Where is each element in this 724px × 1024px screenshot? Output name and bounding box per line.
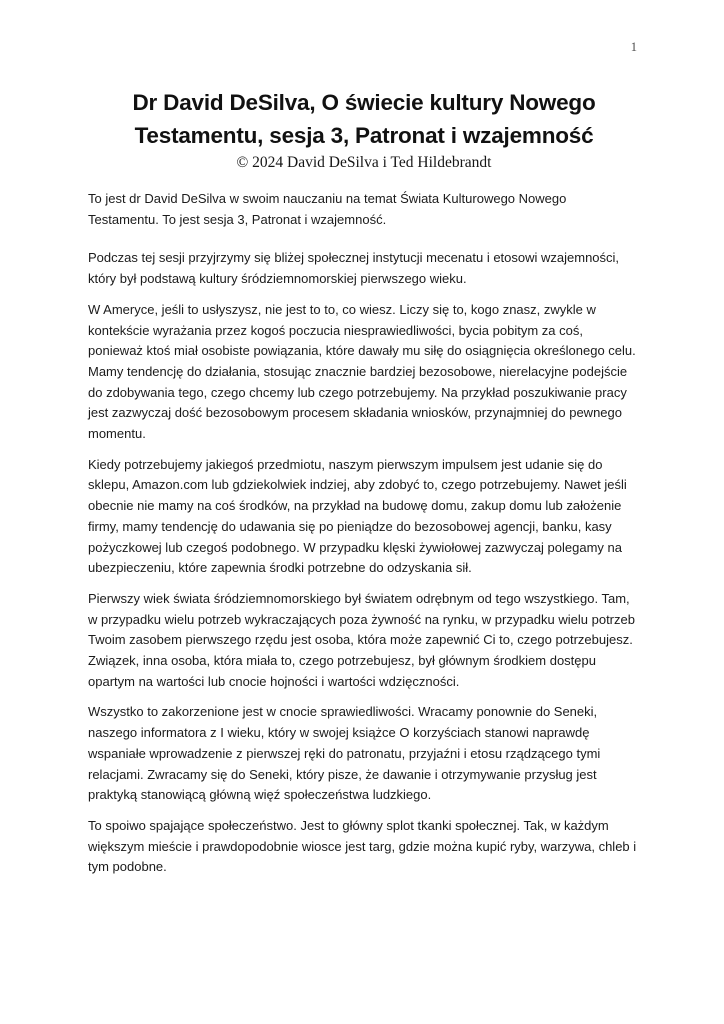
document-title (88, 86, 640, 152)
document-title-line-2: Testamentu, sesja 3, Patronat i wzajemność (134, 123, 594, 148)
paragraph-first-century-world: Pierwszy wiek świata śródziemnomorskiego był światem odrębnym od tego wszystkiego. Tam, w przypadku wielu potrzeb wykraczających poza żywność na rynku, w przypadku wielu potrzeb Twoim zasobem pierwszego rzędu jest osoba, która może zapewnić Ci to, czego potrzebujesz. Związek, inna osoba, która miała to, czego potrzebujesz, był głównym środkiem dostępu opartym na wartości lub cnocie hojności i wartości wdzięczności. (88, 590, 635, 689)
document-header (88, 86, 640, 174)
paragraph-social-glue: To spoiwo spajające społeczeństwo. Jest to główny splot tkanki społecznej. Tak, w każdym większym mieście i prawdopodobnie wiosce jest targ, gdzie można kupić ryby, warzywa, chleb i tym podobne. (88, 817, 637, 875)
page-number: 1 (630, 40, 637, 54)
paragraph-seneca: Wszystko to zakorzenione jest w cnocie sprawiedliwości. Wracamy ponownie do Seneki, naszego informatora z I wieku, który w swojej książce O korzyściach stanowi naprawdę wspaniałe wprowadzenie z pierwszej ręki do patronatu, przyjaźni i etosu rządzącego tymi relacjami. Zwracamy się do Seneki, który pisze, że dawanie i otrzymywanie przysług jest praktyką stanowiącą główną więź społeczeństwa ludzkiego. (88, 704, 601, 803)
page-content (88, 0, 640, 888)
document-title-line-1: Dr David DeSilva, O świecie kultury Nowego (132, 90, 596, 115)
paragraph-modern-needs: Kiedy potrzebujemy jakiegoś przedmiotu, naszym pierwszym impulsem jest udanie się do sklepu, Amazon.com lub gdziekolwiek indziej, aby zdobyć to, czego potrzebujemy. Nawet jeśli obecnie nie mamy na coś środków, na przykład na budowę domu, zakup domu lub założenie firmy, mamy tendencję do udawania się po pieniądze do bezosobowej agencji, banku, kasy pożyczkowej lub czegoś podobnego. W przypadku klęski żywiołowej zazwyczaj polegamy na ubezpieczeniu, które zapewnia środki potrzebne do odzyskania sił. (88, 456, 627, 576)
paragraph-session-overview: Podczas tej sesji przyjrzymy się bliżej społecznej instytucji mecenatu i etosowi wzajemności, który był podstawą kultury śródziemnomorskiej pierwszego wieku. (88, 250, 620, 287)
document-body (88, 189, 640, 878)
copyright-line: © 2024 David DeSilva i Ted Hildebrandt (236, 154, 492, 171)
paragraph-intro: To jest dr David DeSilva w swoim nauczaniu na temat Świata Kulturowego Nowego Testamentu. To jest sesja 3, Patronat i wzajemność. (88, 191, 567, 227)
paragraph-america-comparison: W Ameryce, jeśli to usłyszysz, nie jest to to, co wiesz. Liczy się to, kogo znasz, zwykle w kontekście wyrażania przez kogoś poczucia niesprawiedliwości, bycia pobitym za coś, ponieważ ktoś miał osobiste powiązania, które dawały mu siłę do osiągnięcia określonego celu. Mamy tendencję do działania, stosując znacznie bardziej bezosobowe, nierelacyjne podejście do zdobywania tego, czego chcemy lub czego potrzebujemy. Na przykład poszukiwanie pracy jest zazwyczaj dość bezosobowym procesem składania wniosków, przynajmniej do pewnego momentu. (88, 301, 636, 442)
